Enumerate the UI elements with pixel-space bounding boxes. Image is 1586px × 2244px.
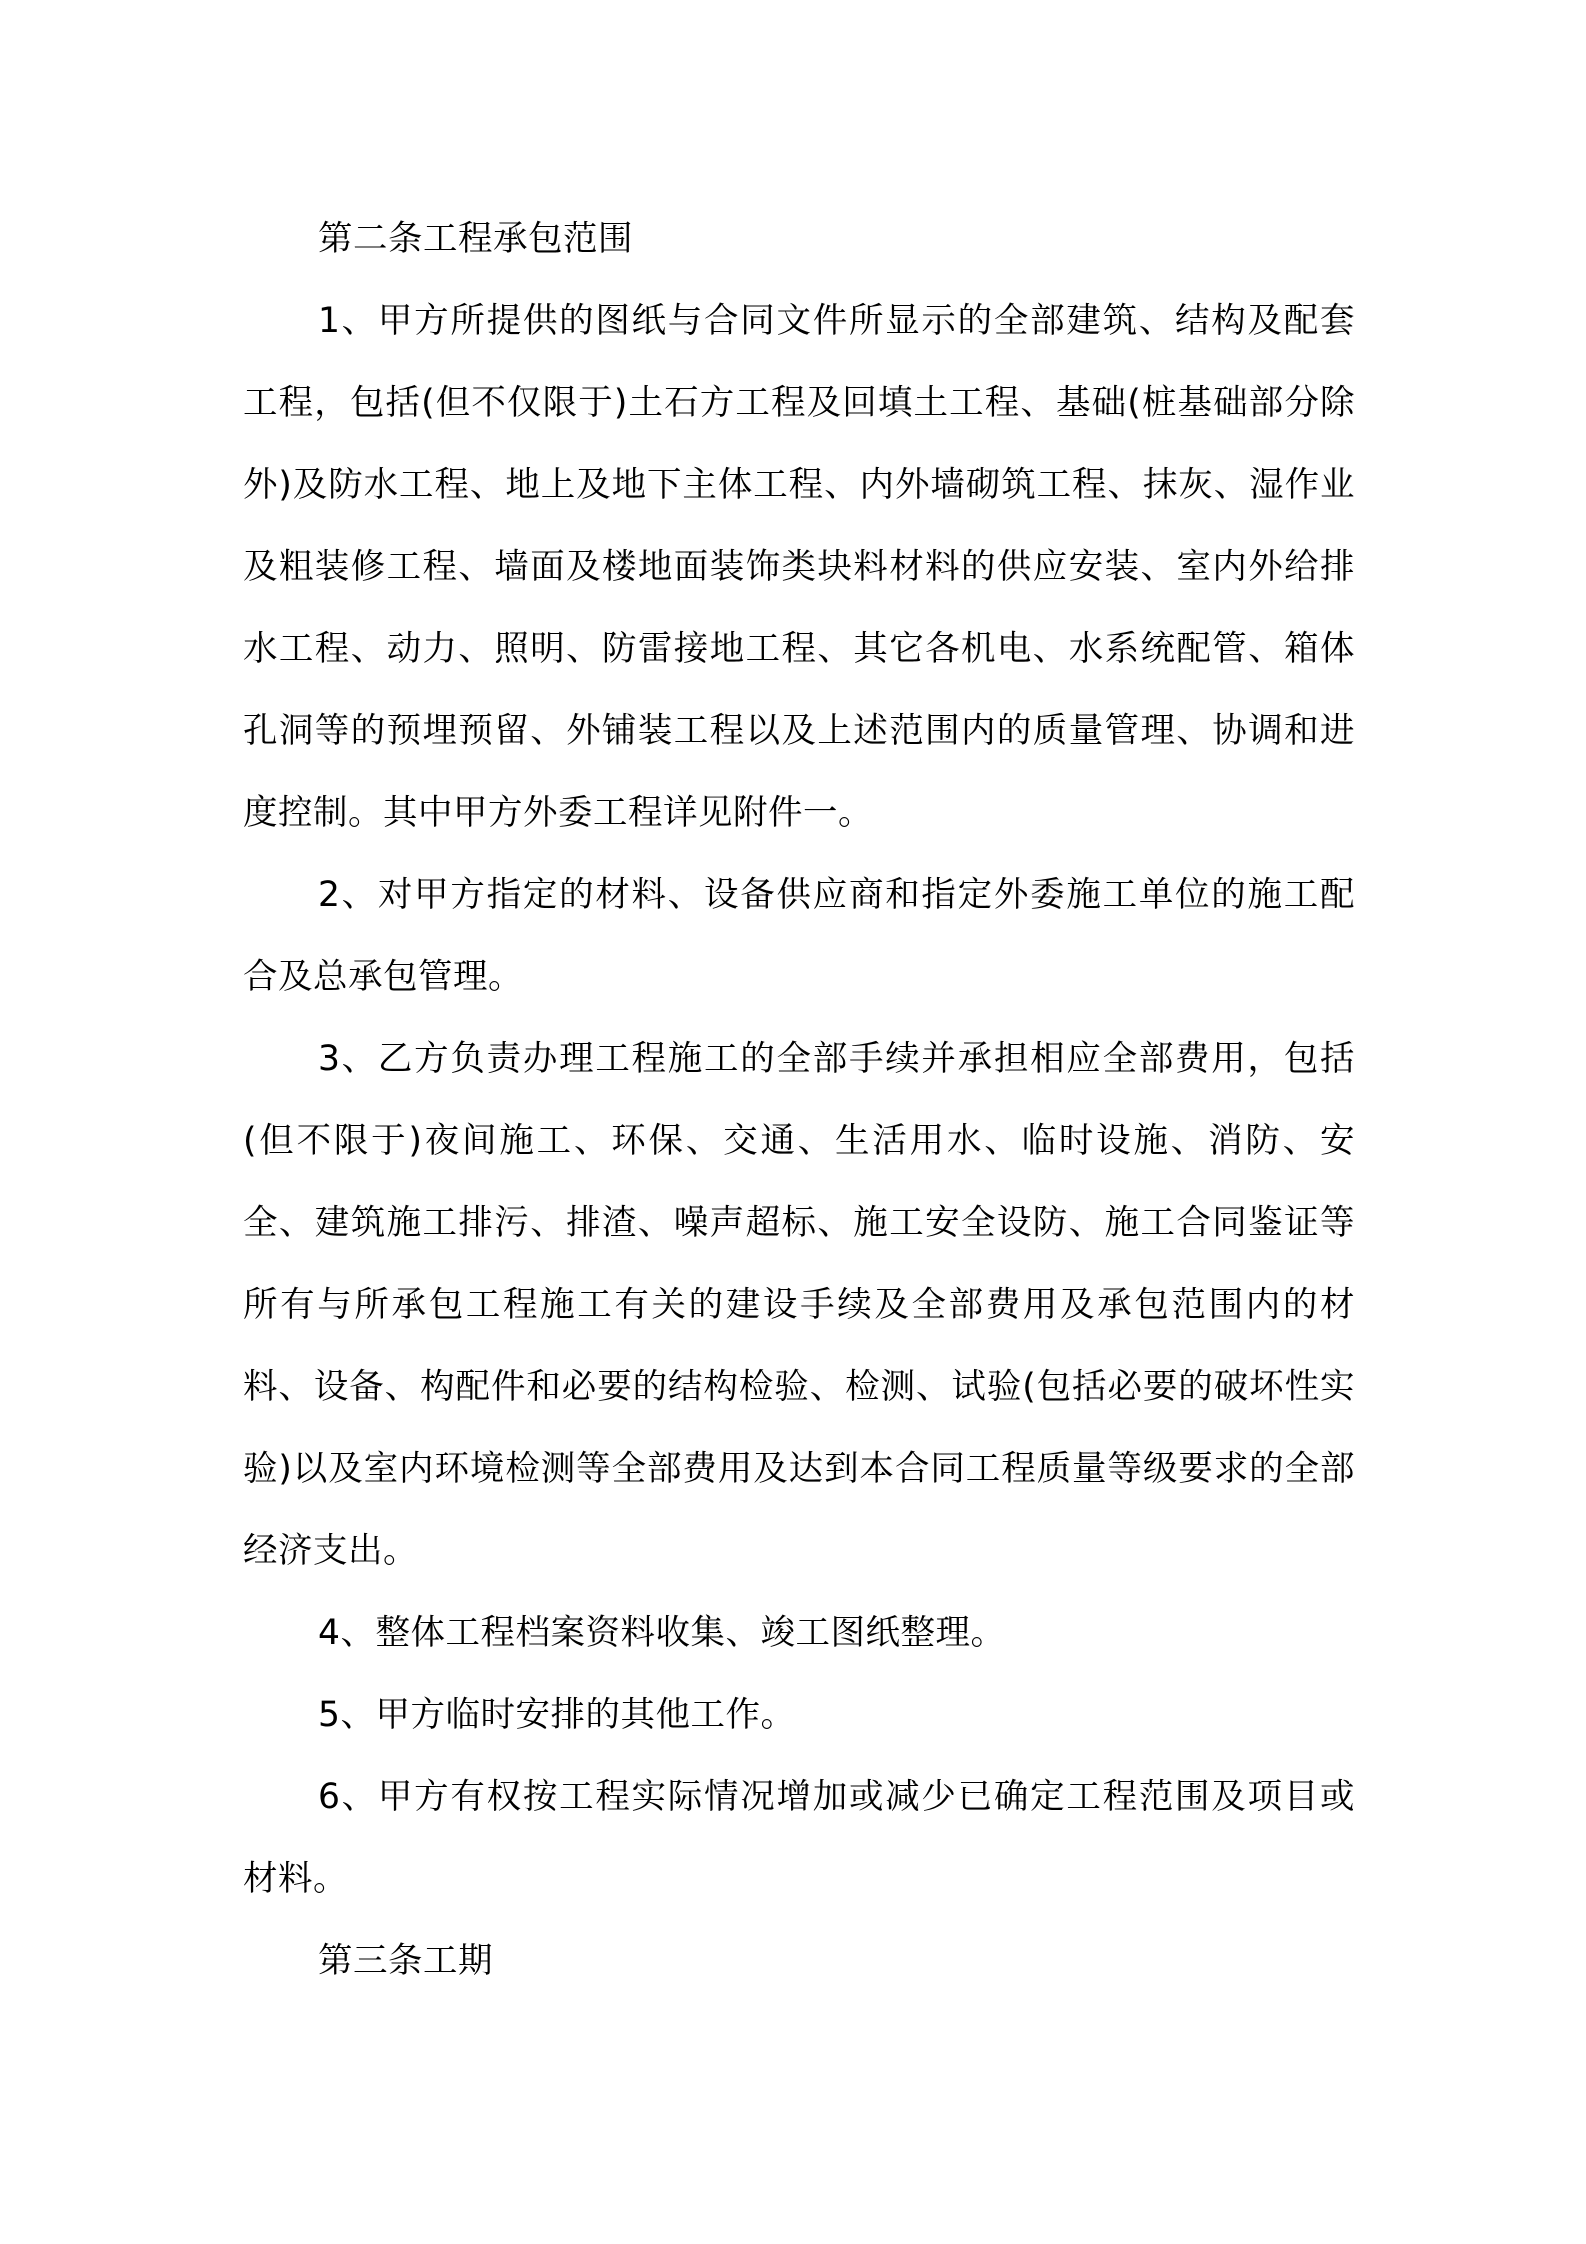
document-page (243, 198, 1355, 2002)
clause-5-paragraph: 5、甲方临时安排的其他工作。 (318, 1695, 796, 1735)
clause-2-paragraph: 2、对甲方指定的材料、设备供应商和指定外委施工单位的施工配合及总承包管理。 (243, 875, 1355, 997)
clause-6-paragraph: 6、甲方有权按工程实际情况增加或减少已确定工程范围及项目或材料。 (243, 1777, 1355, 1899)
clause-3-paragraph: 3、乙方负责办理工程施工的全部手续并承担相应全部费用，包括(但不限于)夜间施工、环保、交通、生活用水、临时设施、消防、安全、建筑施工排污、排渣、噪声超标、施工安全设防、施工合同鉴证等所有与所承包工程施工有关的建设手续及全部费用及承包范围内的材料、设备、构配件和必要的结构检验、检测、试验(包括必要的破坏性实验)以及室内环境检测等全部费用及达到本合同工程质量等级要求的全部经济支出。 (243, 1039, 1355, 1571)
section-heading-schedule: 第三条工期 (318, 1941, 493, 1981)
section-heading-scope: 第二条工程承包范围 (318, 219, 633, 259)
clause-1-paragraph: 1、甲方所提供的图纸与合同文件所显示的全部建筑、结构及配套工程，包括(但不仅限于)土石方工程及回填土工程、基础(桩基础部分除外)及防水工程、地上及地下主体工程、内外墙砌筑工程、抹灰、湿作业及粗装修工程、墙面及楼地面装饰类块料材料的供应安装、室内外给排水工程、动力、照明、防雷接地工程、其它各机电、水系统配管、箱体孔洞等的预埋预留、外铺装工程以及上述范围内的质量管理、协调和进度控制。其中甲方外委工程详见附件一。 (243, 301, 1355, 833)
clause-4-paragraph: 4、整体工程档案资料收集、竣工图纸整理。 (318, 1613, 1006, 1653)
